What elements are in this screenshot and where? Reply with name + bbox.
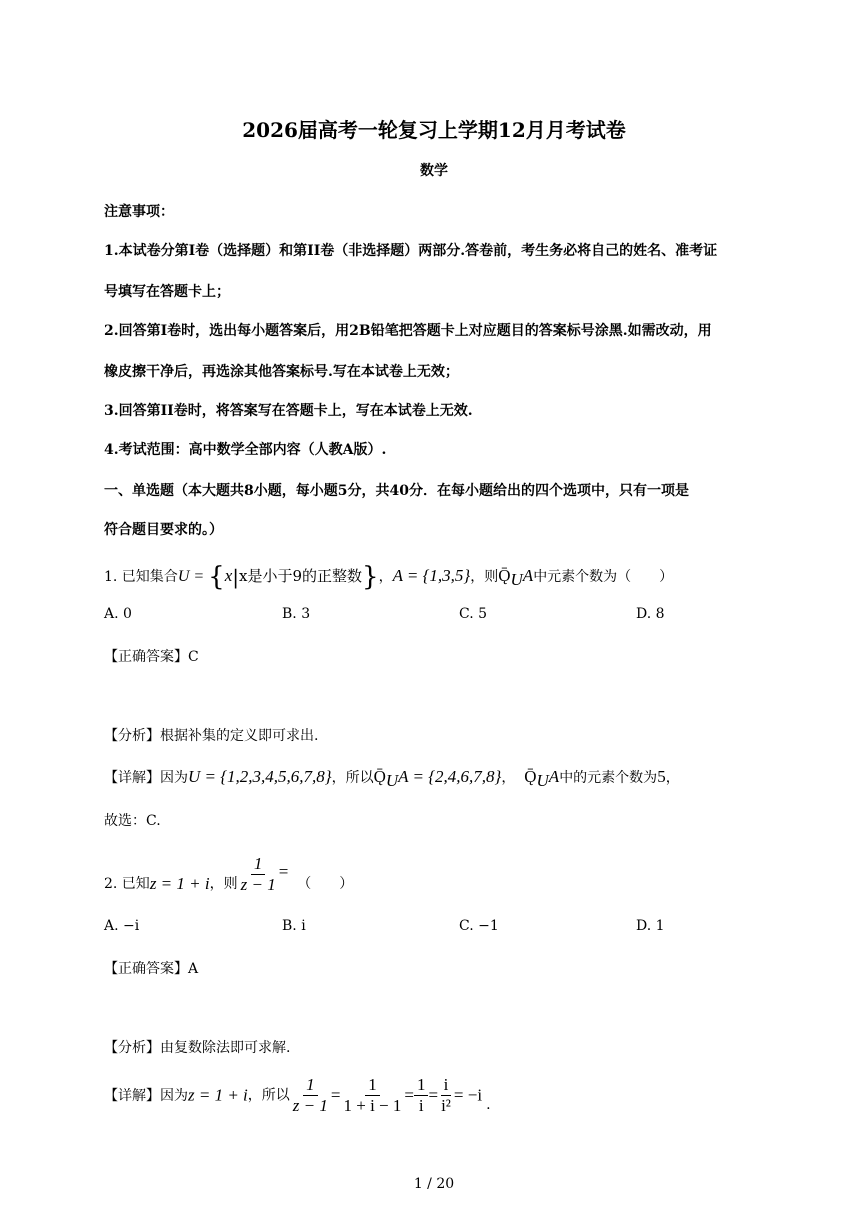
- q1-detail-count: 5: [657, 767, 666, 786]
- q2-detail-frac-1-den: z − 1: [292, 1096, 328, 1115]
- q2-fraction-den: z − 1: [240, 875, 276, 894]
- q1-detail: 【详解】因为U = {1,2,3,4,5,6,7,8}，所以$Ǭ_UA = \{2,4,6,7,8\}$， $Ǭ_UA$中的元素个数为5，: [104, 767, 680, 790]
- notice-item-4: 4.考试范围：高中数学全部内容（人教A版）.: [104, 442, 387, 458]
- q2-detail-prefix: 【详解】因为: [104, 1087, 188, 1104]
- q2-answer: 【正确答案】A: [104, 961, 199, 977]
- q2-detail-eq-2: =: [404, 1085, 414, 1105]
- notice-item-3: 3.回答第II卷时，将答案写在答题卡上，写在本试卷上无效.: [104, 403, 473, 419]
- q2-fraction: [238, 855, 279, 894]
- q1-brace-open: {: [208, 562, 225, 592]
- q1-set-var: x: [224, 566, 233, 585]
- section-1-heading-line-2: 符合题目要求的。）: [104, 522, 223, 538]
- q1-prefix: 1. 已知集合: [104, 569, 178, 585]
- q1-detail-complement-sub: U: [385, 770, 399, 790]
- q2-prefix: 2. 已知: [104, 876, 150, 892]
- q2-option-d: D. 1: [636, 918, 665, 934]
- section-1-heading-line-1: 一、单选题（本大题共8小题，每小题5分，共40分．在每小题给出的四个选项中，只有一项是: [104, 483, 689, 499]
- q1-complement-symbol: Ǭ: [498, 566, 511, 585]
- q1-detail-U: U = {1,2,3,4,5,6,7,8}: [188, 767, 332, 786]
- q1-answer: 【正确答案】C: [104, 649, 199, 665]
- q1-brace-close: }: [362, 562, 379, 592]
- q1-detail-mid: 中的元素个数为: [559, 770, 658, 786]
- exam-title: 2026届高考一轮复习上学期12月月考试卷: [242, 118, 626, 142]
- q1-set-desc: x是小于9的正整数: [239, 567, 363, 585]
- q2-detail-frac-4: [438, 1076, 454, 1115]
- q1-set-bar: |: [232, 565, 240, 589]
- q2-detail-frac-1-num: 1: [303, 1076, 318, 1096]
- q2-detail-frac-2: [340, 1076, 404, 1115]
- notice-item-2-line-2: 橡皮擦干净后，再选涂其他答案标号.写在本试卷上无效；: [104, 364, 459, 380]
- q2-detail: [104, 1076, 491, 1115]
- q2-detail-z: z = 1 + i: [188, 1085, 248, 1105]
- q1-complement-sub: U: [510, 569, 523, 589]
- q2-option-c: C. −1: [459, 918, 499, 934]
- q1-detail-complement-sub-2: U: [536, 770, 549, 790]
- q1-set-U: U =: [177, 568, 209, 585]
- q1-option-d: D. 8: [636, 606, 665, 622]
- page-number: 1 / 20: [413, 1176, 455, 1192]
- q2-detail-so: ，所以: [247, 1087, 290, 1104]
- q1-detail-complement-A: A = {2,4,6,7,8}: [398, 767, 502, 786]
- q2-detail-frac-1: [290, 1076, 331, 1115]
- q2-detail-period: .: [486, 1097, 491, 1113]
- question-2: [104, 846, 353, 894]
- q2-option-b: B. i: [282, 918, 306, 934]
- q1-option-a: A. 0: [104, 606, 132, 622]
- q2-detail-frac-2-den: 1 + i − 1: [343, 1096, 402, 1115]
- q1-option-b: B. 3: [282, 606, 311, 622]
- subject-label: 数学: [420, 163, 448, 179]
- q2-detail-frac-2-num: 1: [365, 1076, 380, 1096]
- q2-detail-eq-3: =: [428, 1085, 439, 1105]
- q1-detail-complement-symbol: Ǭ: [373, 767, 386, 786]
- q1-option-c: C. 5: [459, 606, 488, 622]
- q2-detail-frac-3-den: i: [418, 1096, 424, 1115]
- q1-set-A: A = {1,3,5}: [392, 566, 471, 585]
- q1-detail-prefix: 【详解】因为: [104, 770, 188, 786]
- q2-eq: =: [278, 862, 289, 881]
- q2-detail-frac-3-num: 1: [414, 1076, 429, 1096]
- q2-option-a: A. −i: [104, 918, 140, 934]
- q1-detail-complement-A-2: A: [548, 767, 560, 786]
- notice-item-1-line-1: 1.本试卷分第I卷（选择题）和第II卷（非选择题）两部分.答卷前，考生务必将自己的姓名、准考证: [104, 243, 718, 259]
- notice-item-2-line-1: 2.回答第I卷时，选出每小题答案后，用2B铅笔把答题卡上对应题目的答案标号涂黑.如需改动，用: [104, 323, 712, 339]
- q2-detail-frac-3: [414, 1076, 429, 1115]
- q1-then: ，则: [470, 569, 499, 585]
- q1-suffix: 中元素个数为（ ）: [533, 569, 674, 585]
- q2-detail-frac-4-num: i: [441, 1076, 452, 1096]
- q2-z-expr: z = 1 + i: [149, 874, 210, 893]
- q2-detail-frac-4-den: i²: [441, 1096, 451, 1115]
- q2-then: ，则: [209, 876, 238, 892]
- q2-detail-result: = −i: [453, 1085, 483, 1105]
- q1-detail-complement-symbol-2: Ǭ: [524, 767, 537, 786]
- q1-analysis: 【分析】根据补集的定义即可求出.: [104, 728, 319, 744]
- q2-fraction-num: 1: [251, 855, 266, 875]
- q2-analysis: 【分析】由复数除法即可求解.: [104, 1040, 291, 1056]
- q2-paren: （ ）: [297, 876, 354, 892]
- q2-detail-eq-1: =: [330, 1085, 341, 1105]
- question-1: 1. 已知集合U = {x|x是小于9的正整数}，A = {1,3,5}，则$Ǭ_UA$中元素个数为（ ）: [104, 562, 674, 592]
- q1-complement-A: A: [522, 566, 534, 585]
- q1-detail-so: ，所以: [331, 770, 374, 786]
- notice-item-1-line-2: 号填写在答题卡上；: [104, 284, 230, 300]
- notice-heading: 注意事项：: [104, 204, 174, 220]
- q1-conclusion: 故选：C.: [104, 813, 161, 829]
